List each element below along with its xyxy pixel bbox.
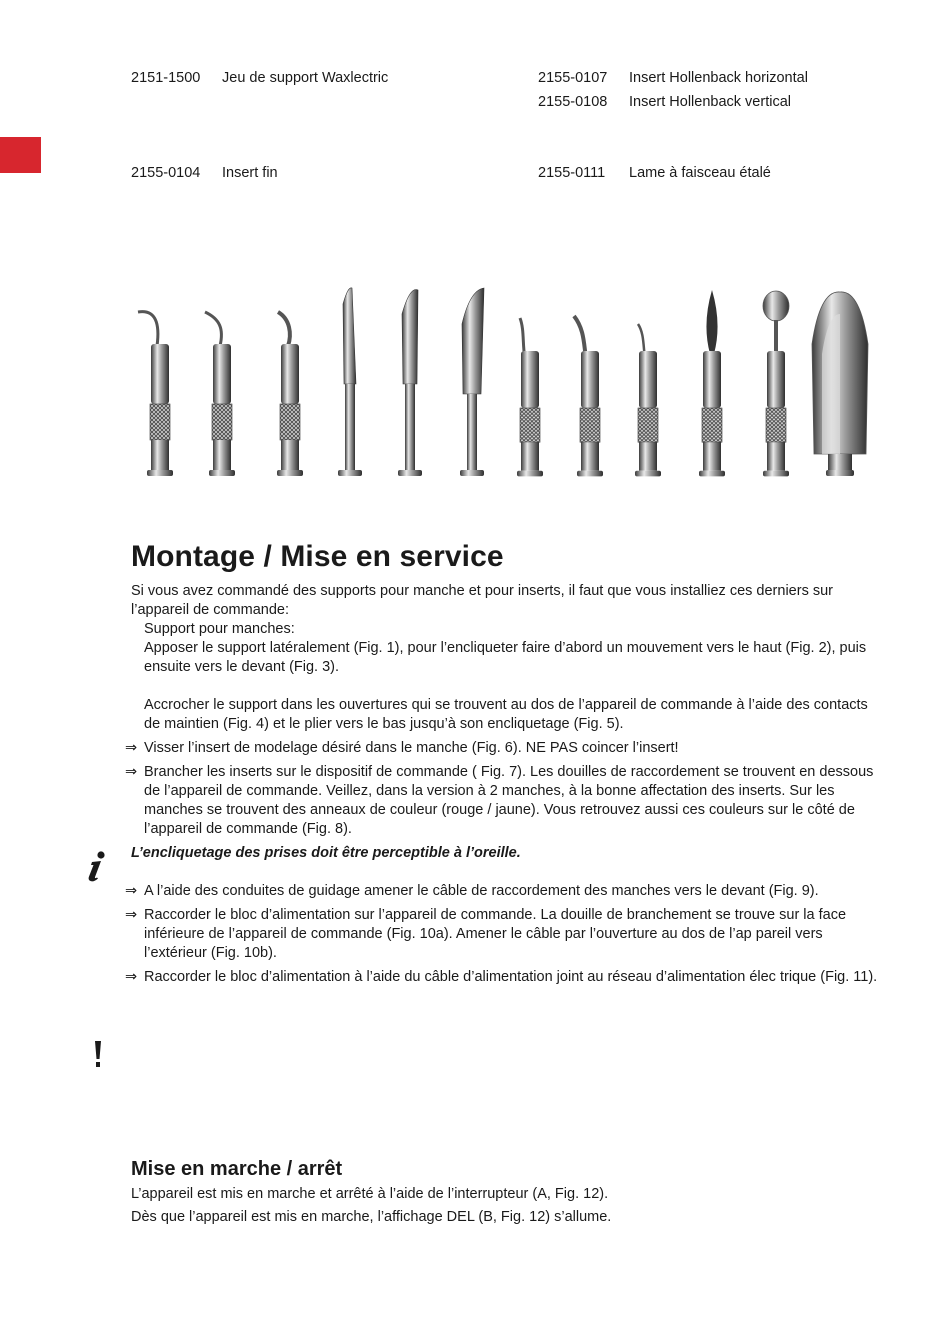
support-label: Support pour manches: bbox=[144, 621, 295, 637]
insert-curved-probe bbox=[205, 312, 235, 476]
part-item bbox=[538, 94, 791, 110]
part-code: 2155-0104 bbox=[131, 165, 201, 181]
arrow-icon: ⇒ bbox=[125, 764, 138, 780]
part-code: 2155-0108 bbox=[538, 94, 608, 110]
insert-blade bbox=[460, 288, 484, 476]
section-marker-tab bbox=[0, 137, 41, 173]
montage-section bbox=[125, 540, 881, 987]
instruction-step bbox=[125, 906, 881, 963]
support-instructions: Apposer le support latéralement (Fig. 1), pour l’encliqueter faire d’abord un mouvement vers le haut (Fig. 2), puis ensuite vers le devant (Fig. 3). bbox=[144, 640, 867, 675]
part-label: Insert Hollenback horizontal bbox=[629, 70, 808, 86]
part-item bbox=[131, 70, 388, 86]
part-code: 2155-0107 bbox=[538, 70, 608, 86]
step-text: A l’aide des conduites de guidage amener le câble de raccordement des manches vers le devant (Fig. 9). bbox=[144, 883, 819, 899]
insert-blade bbox=[398, 290, 422, 477]
step-text: Raccorder le bloc d’alimentation à l’aide du câble d’alimentation joint au réseau d’alimentation élec trique (Fig. 11). bbox=[144, 969, 878, 985]
power-section bbox=[131, 1158, 881, 1227]
instruction-step bbox=[125, 739, 881, 758]
section-title: Montage / Mise en service bbox=[131, 540, 504, 573]
instruction-step bbox=[125, 763, 881, 839]
info-note: L’encliquetage des prises doit être perceptible à l’oreille. bbox=[131, 845, 521, 861]
insert-blade bbox=[338, 288, 362, 476]
insert-hollenback bbox=[574, 316, 603, 476]
paragraph: L’appareil est mis en marche et arrêté à l’aide de l’interrupteur (A, Fig. 12). bbox=[131, 1186, 609, 1202]
part-item bbox=[538, 70, 808, 86]
info-icon bbox=[86, 850, 108, 882]
step-text: Brancher les inserts sur le dispositif de commande ( Fig. 7). Les douilles de raccordement se trouvent en dessous de l’appareil de commande. Veillez, dans la version à 2 manches, à la bonne affectation des inserts. Sur les manches se trouvent des anneaux de couleur (rouge / jaune). Vous retrouvez aussi ces couleurs sur le côté de l’appareil de commande (Fig. 8). bbox=[144, 764, 874, 837]
part-label: Insert Hollenback vertical bbox=[629, 94, 791, 110]
instruction-step bbox=[125, 882, 881, 901]
arrow-icon: ⇒ bbox=[125, 740, 138, 756]
intro-paragraph: Si vous avez commandé des supports pour manche et pour inserts, il faut que vous installiez ces derniers sur l’appareil de commande: bbox=[131, 583, 833, 618]
step-text: Raccorder le bloc d’alimentation sur l’appareil de commande. La douille de branchement se trouve sur la face inférieure de l’appareil de commande (Fig. 10a). Amener le câble par l’ouverture au dos de l’ap pareil vers l’extérieur (Fig. 10b). bbox=[144, 907, 847, 961]
step-text: Visser l’insert de modelage désiré dans le manche (Fig. 6). NE PAS coincer l’insert! bbox=[144, 740, 679, 756]
insert-hollenback bbox=[517, 318, 543, 476]
insert-curved-probe bbox=[138, 312, 173, 476]
part-label: Lame à faisceau étalé bbox=[629, 165, 771, 181]
part-code: 2155-0111 bbox=[538, 165, 606, 181]
wax-modeling-inserts-illustration bbox=[128, 284, 878, 484]
part-code: 2151-1500 bbox=[131, 70, 201, 86]
part-item bbox=[131, 165, 278, 181]
insert-spread-blade bbox=[812, 292, 868, 476]
insert-fine bbox=[635, 324, 661, 476]
arrow-icon: ⇒ bbox=[125, 907, 138, 923]
section-title: Mise en marche / arrêt bbox=[131, 1158, 343, 1180]
instruction-step bbox=[125, 968, 881, 987]
support-instructions: Accrocher le support dans les ouvertures qui se trouvent au dos de l’appareil de commande à l’aide des contacts de maintien (Fig. 4) et le plier vers le bas jusqu’à son encliquetage (Fig. 5). bbox=[144, 697, 868, 732]
insert-spear bbox=[699, 290, 725, 476]
arrow-icon: ⇒ bbox=[125, 883, 138, 899]
insert-spoon bbox=[763, 291, 789, 476]
part-label: Insert fin bbox=[222, 165, 278, 181]
exclamation-icon bbox=[93, 1040, 103, 1068]
paragraph: Dès que l’appareil est mis en marche, l’affichage DEL (B, Fig. 12) s’allume. bbox=[131, 1209, 612, 1225]
part-label: Jeu de support Waxlectric bbox=[222, 70, 389, 86]
part-item bbox=[538, 165, 771, 181]
arrow-icon: ⇒ bbox=[125, 969, 138, 985]
insert-curved-probe bbox=[277, 312, 303, 476]
